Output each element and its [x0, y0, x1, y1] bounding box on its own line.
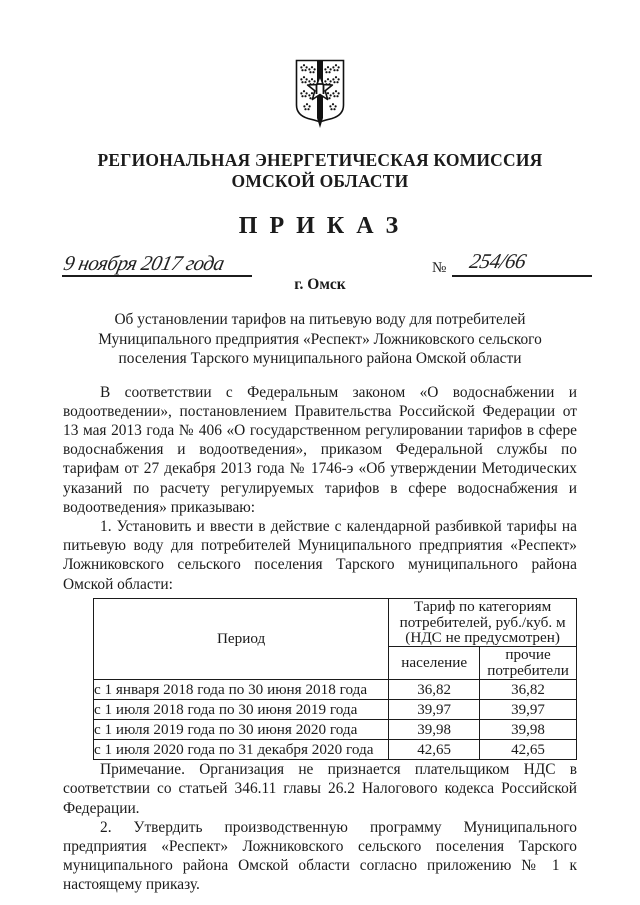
cell-period: с 1 июля 2020 года по 31 декабря 2020 года [94, 740, 389, 760]
tariff-table [93, 598, 577, 760]
number-field [432, 248, 592, 275]
org-line-2: ОМСКОЙ ОБЛАСТИ [231, 171, 409, 191]
handwritten-number: 254/66 [467, 249, 529, 273]
table-header-row [94, 598, 577, 646]
omsk-oblast-coat-of-arms-icon [292, 56, 348, 130]
paragraph-item-2: 2. Утвердить производственную программу Муниципального предприятия «Респект» Ложниковского сельского поселения Тарского муниципального района Омской области согласно приложению № 1 к настоящему приказу. [63, 818, 577, 894]
header-period: Период [94, 598, 389, 679]
cell-population-tariff: 39,97 [389, 700, 480, 720]
org-line-1: РЕГИОНАЛЬНАЯ ЭНЕРГЕТИЧЕСКАЯ КОМИССИЯ [97, 150, 543, 170]
cell-population-tariff: 39,98 [389, 720, 480, 740]
paragraph-item-1: 1. Установить и ввести в действие с календарной разбивкой тарифы на питьевую воду для потребителей Муниципального предприятия «Респект» Ложниковского сельского поселения Тарского муниципального района Омской области: [63, 517, 577, 593]
number-line [452, 248, 592, 277]
table-row [94, 720, 577, 740]
date-number-row [0, 248, 640, 286]
handwritten-date: 9 ноября 2017 года [61, 251, 227, 275]
cell-population-tariff: 36,82 [389, 680, 480, 700]
subheader-other-consumers: прочие потребители [480, 647, 577, 680]
cell-other-tariff: 39,97 [480, 700, 577, 720]
document-title: П Р И К А З [238, 213, 402, 239]
organization-name [0, 150, 640, 192]
date-field [62, 248, 252, 277]
subject-line-1: Об установлении тарифов на питьевую воду для потребителей [114, 311, 526, 328]
cell-other-tariff: 36,82 [480, 680, 577, 700]
header-tariff-categories: Тариф по категориям потребителей, руб./куб. м (НДС не предусмотрен) [389, 598, 577, 646]
cell-period: с 1 января 2018 года по 30 июня 2018 года [94, 680, 389, 700]
table-row [94, 700, 577, 720]
cell-other-tariff: 39,98 [480, 720, 577, 740]
number-sign-label: № [432, 260, 447, 276]
subject-line-3: поселения Тарского муниципального района Омской области [118, 350, 522, 367]
cell-other-tariff: 42,65 [480, 740, 577, 760]
cell-period: с 1 июля 2018 года по 30 июня 2019 года [94, 700, 389, 720]
subheader-population: население [389, 647, 480, 680]
cell-period: с 1 июля 2019 года по 30 июня 2020 года [94, 720, 389, 740]
table-row [94, 740, 577, 760]
cell-population-tariff: 42,65 [389, 740, 480, 760]
emblem-container [0, 0, 640, 135]
paragraph-note: Примечание. Организация не признается плательщиком НДС в соответствии со статьей 346.11 главы 26.2 Налогового кодекса Российской Федерации. [63, 761, 577, 817]
table-row [94, 680, 577, 700]
subject-line-2: Муниципального предприятия «Респект» Ложниковского сельского [98, 330, 542, 348]
document-subject [60, 310, 580, 369]
place-label: г. Омск [294, 276, 346, 293]
paragraph-preamble: В соответствии с Федеральным законом «О водоснабжении и водоотведении», постановлением Правительства Российской Федерации от 13 мая 2013 года № 406 «О государственном регулировании тарифов в сфере водоснабжения и водоотведения», приказом Федеральной службы по тарифам от 27 декабря 2013 года № 1746-э «Об утверждении Методических указаний по расчету регулируемых тарифов в сфере водоснабжения и водоотведения» приказываю: [63, 383, 577, 516]
